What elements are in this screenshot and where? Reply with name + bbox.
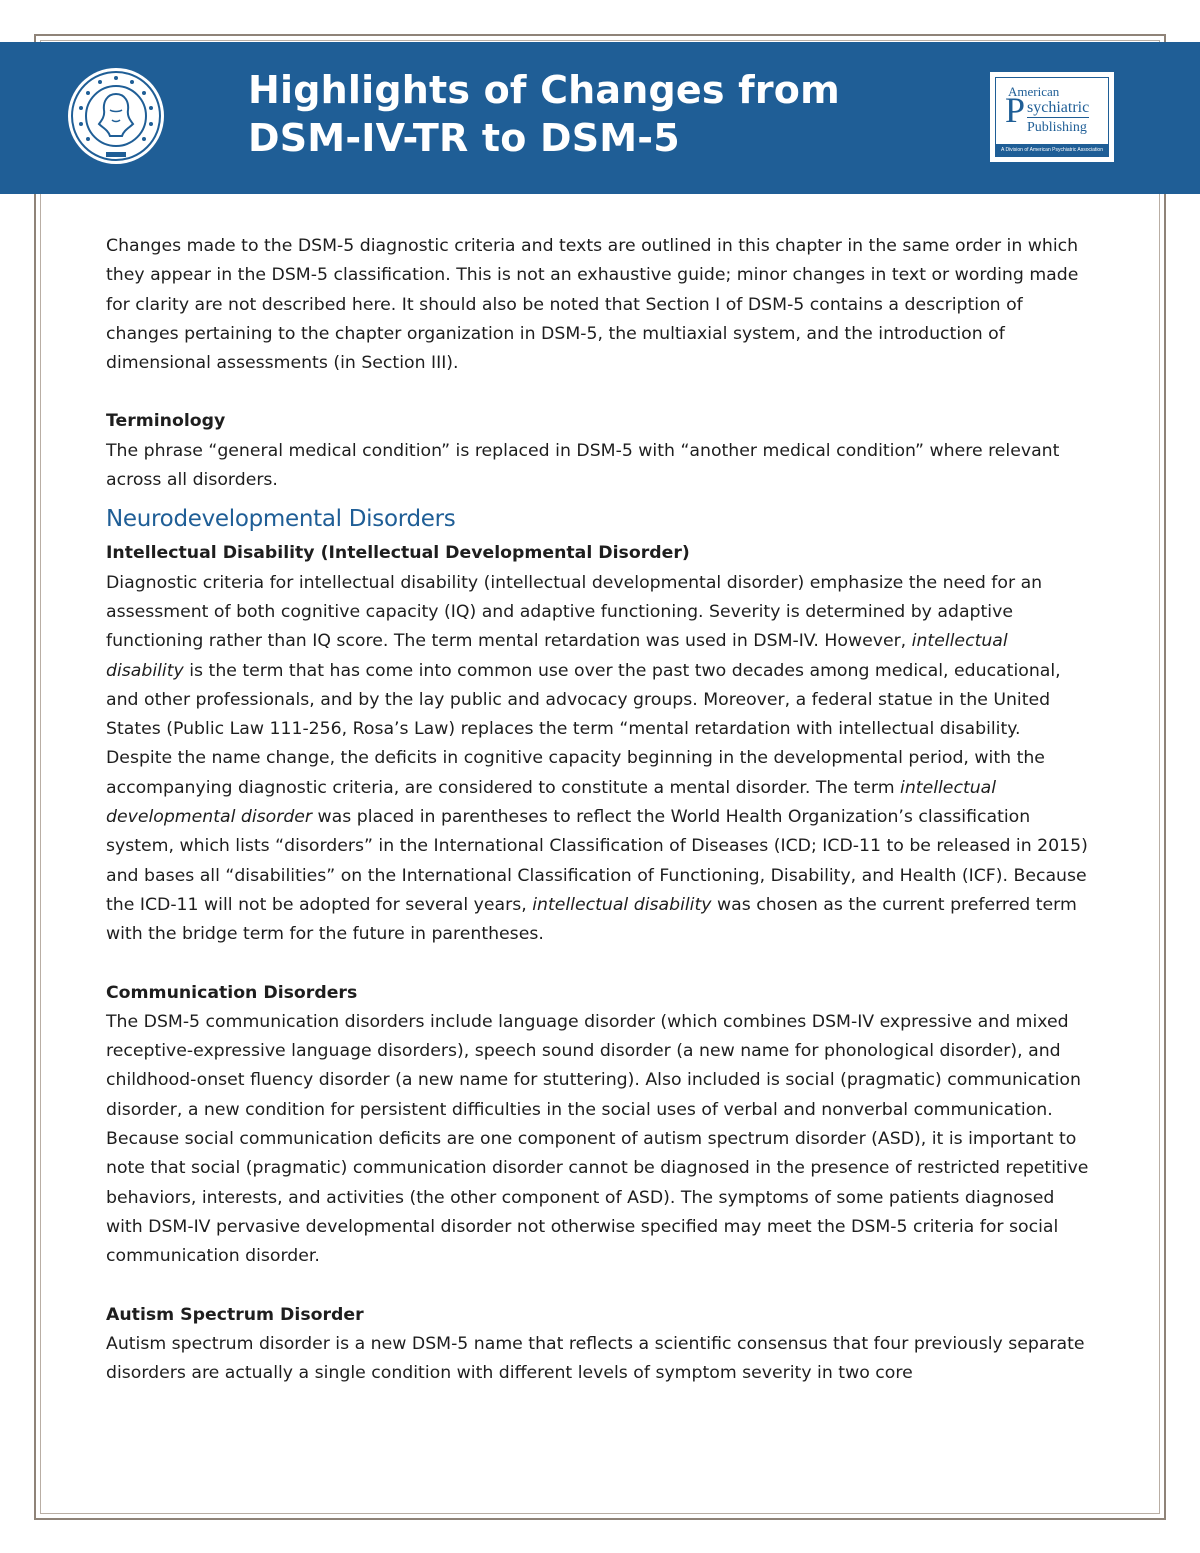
logo-publishing: Publishing — [1027, 120, 1087, 135]
logo-american: American — [1008, 84, 1060, 99]
intro-paragraph: Changes made to the DSM-5 diagnostic criteria and texts are outlined in this chapter in the same order in which they appear in the DSM-5 classification. This is not an exhaustive guide; minor changes in text or wording made for clarity are not described here. It should also be noted that Section I of DSM-5 contains a description of changes pertaining to the chapter organization in DSM-5, the multiaxial system, and the introduction of dimensional assessments (in Section III). — [106, 236, 1079, 374]
american-psychiatric-publishing-logo — [990, 72, 1114, 162]
text-run: was chosen as the current preferred term with the bridge term for the future in parentheses. — [106, 894, 1077, 945]
logo-tagline: A Division of American Psychiatric Association — [996, 144, 1108, 156]
emphasis-term: intellectual disability — [106, 631, 1008, 681]
communication-disorders-paragraph: The DSM-5 communication disorders include language disorder (which combines DSM-IV expressive and mixed receptive-expressive language disorders), speech sound disorder (a new name for phonological disorder), and childhood-onset fluency disorder (a new name for stuttering). Also included is social (pragmatic) communication disorder, a new condition for persistent difficulties in the social uses of verbal and nonverbal communication. Because social communication deficits are one component of autism spectrum disorder (ASD), it is important to note that social (pragmatic) communication disorder cannot be diagnosed in the presence of restricted repetitive behaviors, interests, and activities (the other component of ASD). The symptoms of some patients diagnosed with DSM-IV pervasive developmental disorder not otherwise specified may meet the DSM-5 criteria for social communication disorder. — [106, 1011, 1089, 1267]
spacer — [106, 1272, 1090, 1301]
page-title-line1: Highlights of Changes from — [248, 68, 840, 112]
communication-disorders-heading: Communication Disorders — [106, 982, 358, 1003]
text-run: is the term that has come into common use over the past two decades among medical, educational, and other professionals, and by the lay public and advocacy groups. Moreover, a federal statue in the United States (Public Law 111-256, Rosa’s Law) replaces the term “mental retardation with intellectual disability. Despite the name change, the deficits in cognitive capacity beginning in the developmental period, with the accompanying diagnostic criteria, are considered to constitute a mental disorder. The term — [106, 660, 1061, 798]
spacer — [106, 378, 1090, 407]
page-title-line2: DSM-IV-TR to DSM-5 — [248, 116, 680, 160]
document-body — [106, 232, 1090, 1388]
emphasis-term: intellectual disability — [532, 894, 712, 915]
autism-spectrum-disorder-paragraph: Autism spectrum disorder is a new DSM-5 name that reflects a scientific consensus that four previously separate disorders are actually a single condition with different levels of symptom severity in two core — [106, 1333, 1085, 1384]
text-run: was placed in parentheses to reflect the World Health Organization’s classification system, which lists “disorders” in the International Classification of Diseases (ICD; ICD-11 to be released in 2015) and bases all “disabilities” on the International Classification of Functioning, Disability, and Health (ICF). Because the ICD-11 will not be adopted for several years, — [106, 807, 1088, 915]
intellectual-disability-heading: Intellectual Disability (Intellectual Developmental Disorder) — [106, 543, 690, 564]
intellectual-disability-paragraph — [106, 569, 1090, 950]
logo-psychiatric: sychiatric — [1027, 99, 1090, 116]
logo-frame — [995, 77, 1109, 157]
autism-spectrum-disorder-heading: Autism Spectrum Disorder — [106, 1304, 364, 1325]
page-title — [248, 66, 840, 162]
terminology-paragraph: The phrase “general medical condition” is replaced in DSM-5 with “another medical condition” where relevant across all disorders. — [106, 440, 1060, 491]
terminology-heading: Terminology — [106, 411, 226, 432]
spacer — [106, 950, 1090, 979]
apa-seal-icon — [66, 66, 166, 166]
section-title-neurodevelopmental: Neurodevelopmental Disorders — [106, 506, 456, 533]
emphasis-term: intellectual developmental disorder — [106, 777, 997, 828]
logo-initial: P — [1005, 90, 1026, 130]
text-run: Diagnostic criteria for intellectual disability (intellectual developmental disorder) emphasize the need for an assessment of both cognitive capacity (IQ) and adaptive functioning. Severity is determined by adaptive functioning rather than IQ score. The term mental retardation was used in DSM-IV. However, — [106, 572, 1043, 652]
